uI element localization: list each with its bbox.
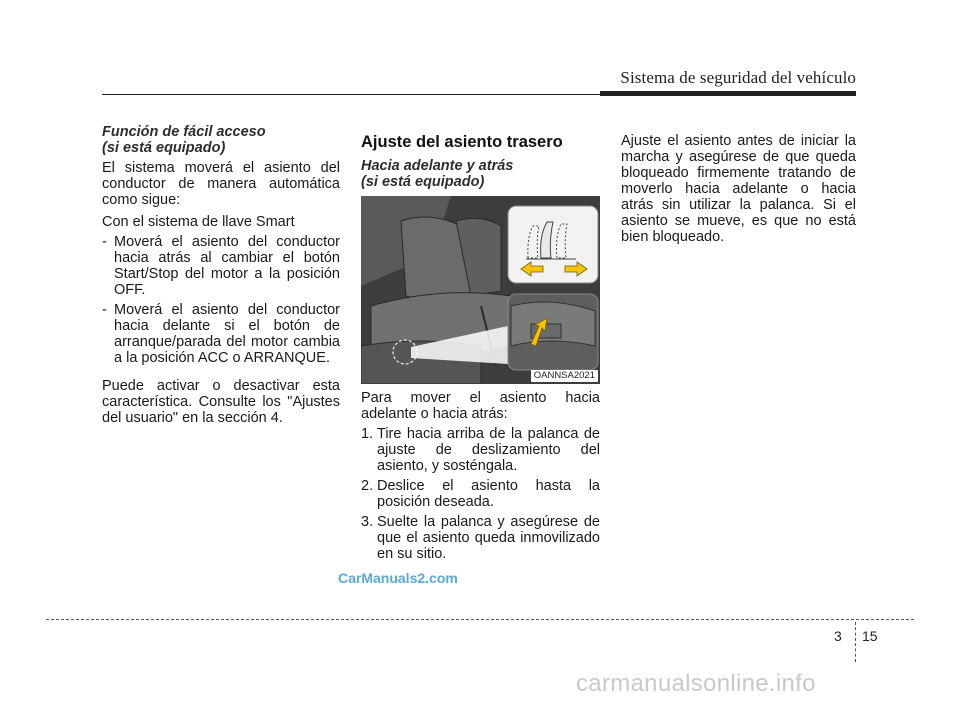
list-item-text: Moverá el asiento del conductor hacia delante si el botón de arranque/parada del motor cambia a la posición ACC o ARRANQUE.	[114, 302, 340, 366]
column-left	[102, 124, 340, 426]
header-title: Sistema de seguridad del vehículo	[620, 68, 856, 87]
list-item	[102, 302, 340, 366]
paragraph: Ajuste el asiento antes de iniciar la marcha y asegúrese de que queda bloqueado firmemente tratando de moverlo hacia adelante o hacia atrás sin utilizar la palanca. Si el asiento se mueve, es que no está bien bloqueado.	[621, 133, 856, 245]
paragraph: Con el sistema de llave Smart	[102, 214, 295, 230]
list-item	[361, 514, 600, 562]
subhead-line2: (si está equipado)	[361, 174, 485, 190]
page-number: 15	[862, 628, 878, 644]
subhead-forward-back	[361, 158, 600, 190]
step-number: 3.	[361, 514, 374, 530]
column-middle	[361, 133, 600, 562]
list-item-text: Tire hacia arriba de la palanca de ajuste de deslizamiento del asiento, y sosténgala.	[377, 426, 600, 474]
column-right	[621, 133, 856, 245]
dash-mark: -	[102, 234, 107, 250]
subhead-line1: Hacia adelante y atrás	[361, 158, 514, 174]
page-separator	[855, 622, 856, 662]
list-item-text: Deslice el asiento hasta la posición deseada.	[377, 478, 600, 510]
step-number: 1.	[361, 426, 374, 442]
list-item	[102, 234, 340, 298]
footer-rule	[46, 619, 914, 620]
list-item	[361, 426, 600, 474]
subhead-easy-access	[102, 124, 340, 156]
subhead-line1: Función de fácil acceso	[102, 124, 266, 140]
paragraph: Puede activar o desactivar esta característica. Consulte los "Ajustes del usuario" en la sección 4.	[102, 378, 340, 426]
list-item-text: Moverá el asiento del conductor hacia atrás al cambiar el botón Start/Stop del motor a la posición OFF.	[114, 234, 340, 298]
header-rule-thick	[600, 91, 856, 96]
list-item	[361, 478, 600, 510]
paragraph: El sistema moverá el asiento del conductor de manera automática como sigue:	[102, 160, 340, 208]
rear-seat-figure	[361, 196, 600, 384]
dash-mark: -	[102, 302, 107, 318]
step-number: 2.	[361, 478, 374, 494]
watermark-carmanualsonline[interactable]: carmanualsonline.info	[576, 670, 816, 697]
list-item-text: Suelte la palanca y asegúrese de que el asiento queda inmovilizado en su sitio.	[377, 514, 600, 562]
figure-code: OANNSA2021	[531, 370, 598, 382]
paragraph: Para mover el asiento hacia adelante o hacia atrás:	[361, 390, 600, 422]
subhead-line2: (si está equipado)	[102, 140, 226, 156]
seat-illustration	[361, 196, 600, 384]
watermark-carmanuals2[interactable]: CarManuals2.com	[338, 570, 458, 586]
chapter-number: 3	[834, 628, 842, 644]
section-heading: Ajuste del asiento trasero	[361, 133, 563, 151]
